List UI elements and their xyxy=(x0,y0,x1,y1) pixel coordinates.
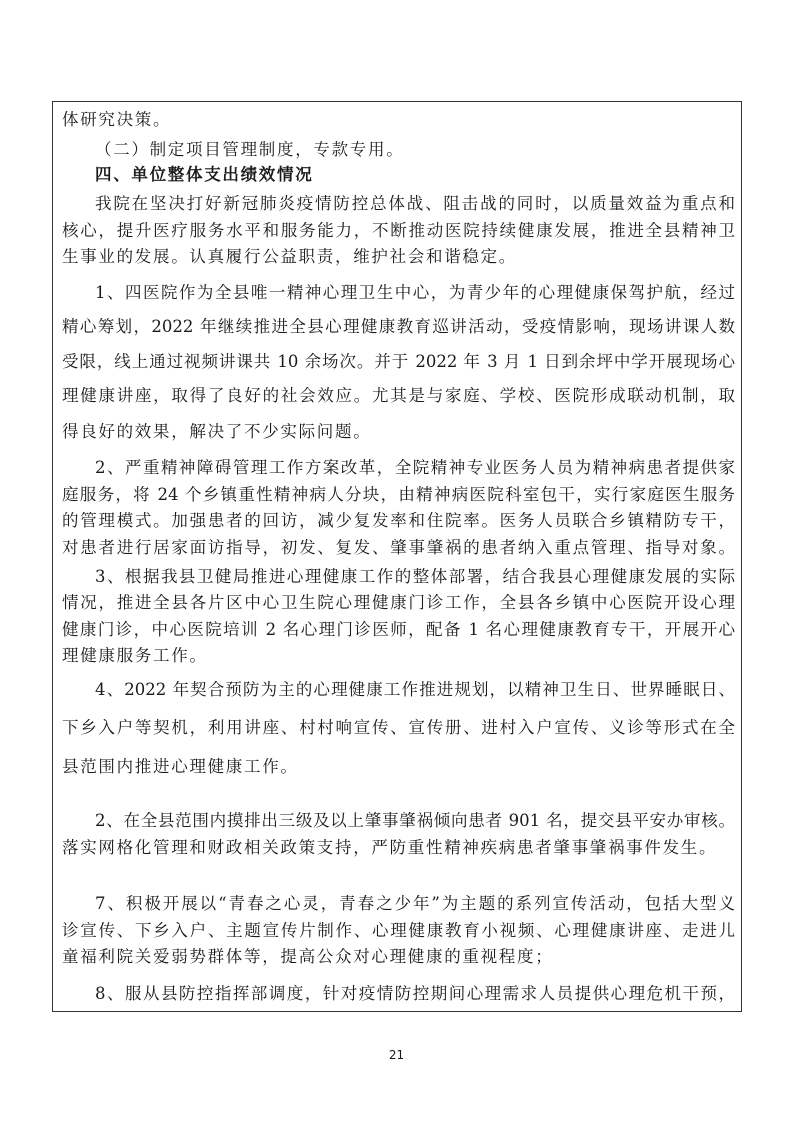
paragraph-line: 情况，推进全县各片区中心卫生院心理健康门诊工作，全县各乡镇中心医院开设心理 xyxy=(62,593,735,612)
paragraph-line: 下乡入户等契机，利用讲座、村村响宣传、宣传册、进村入户宣传、义诊等形式在全 xyxy=(62,718,735,737)
paragraph-line: 童福利院关爱弱势群体等，提高公众对心理健康的重视程度； xyxy=(62,947,554,966)
paragraph-line: 精心筹划，2022 年继续推进全县心理健康教育巡讲活动，受疫情影响，现场讲课人数 xyxy=(62,317,735,336)
subitem-project-management: （二）制定项目管理制度，专款专用。 xyxy=(95,140,405,159)
paragraph-line: 8、服从县防控指挥部调度，针对疫情防控期间心理需求人员提供心理危机干预， xyxy=(95,984,735,1003)
paragraph-line: 理健康讲座，取得了良好的社会效应。尤其是与家庭、学校、医院形成联动机制，取 xyxy=(62,386,735,405)
paragraph-line: 3、根据我县卫健局推进心理健康工作的整体部署，结合我县心理健康发展的实际 xyxy=(95,567,735,586)
paragraph-line: 落实网格化管理和财政相关政策支持，严防重性精神疾病患者肇事肇祸事件发生。 xyxy=(62,838,718,857)
section-heading: 四、单位整体支出绩效情况 xyxy=(95,165,314,184)
paragraph-line: 生事业的发展。认真履行公益职责，维护社会和谐稳定。 xyxy=(62,247,517,266)
paragraph-line: 诊宣传、下乡入户、主题宣传片制作、心理健康教育小视频、心理健康讲座、走进儿 xyxy=(62,921,735,940)
continuation-line: 体研究决策。 xyxy=(62,110,172,129)
paragraph-line: 2、严重精神障碍管理工作方案改革，全院精神专业医务人员为精神病患者提供家 xyxy=(95,458,735,477)
paragraph-line: 理健康服务工作。 xyxy=(62,646,208,665)
paragraph-line: 的管理模式。加强患者的回访，减少复发率和住院率。医务人员联合乡镇精防专干， xyxy=(62,511,735,530)
paragraph-line: 健康门诊，中心医院培训 2 名心理门诊医师，配备 1 名心理健康教育专干，开展开心 xyxy=(62,620,735,639)
paragraph-line: 1、四医院作为全县唯一精神心理卫生中心，为青少年的心理健康保驾护航，经过 xyxy=(95,283,735,302)
paragraph-line: 我院在坚决打好新冠肺炎疫情防控总体战、阻击战的同时，以质量效益为重点和 xyxy=(95,194,735,213)
paragraph-line: 县范围内推进心理健康工作。 xyxy=(62,757,299,776)
paragraph-line: 对患者进行居家面访指导，初发、复发、肇事肇祸的患者纳入重点管理、指导对象。 xyxy=(62,538,735,557)
paragraph-line: 2、在全县范围内摸排出三级及以上肇事肇祸倾向患者 901 名，提交县平安办审核。 xyxy=(95,811,735,830)
page-number: 21 xyxy=(388,1048,405,1062)
paragraph-line: 受限，线上通过视频讲课共 10 余场次。并于 2022 年 3 月 1 日到余坪中学开展现场心 xyxy=(62,352,735,371)
paragraph-line: 7、积极开展以“青春之心灵，青春之少年”为主题的系列宣传活动，包括大型义 xyxy=(95,894,735,913)
paragraph-line: 核心，提升医疗服务水平和服务能力，不断推动医院持续健康发展，推进全县精神卫 xyxy=(62,221,735,240)
paragraph-line: 4、2022 年契合预防为主的心理健康工作推进规划，以精神卫生日、世界睡眠日、 xyxy=(95,680,735,699)
paragraph-line: 得良好的效果，解决了不少实际问题。 xyxy=(62,422,372,441)
paragraph-line: 庭服务，将 24 个乡镇重性精神病人分块，由精神病医院科室包干，实行家庭医生服务 xyxy=(62,485,735,504)
